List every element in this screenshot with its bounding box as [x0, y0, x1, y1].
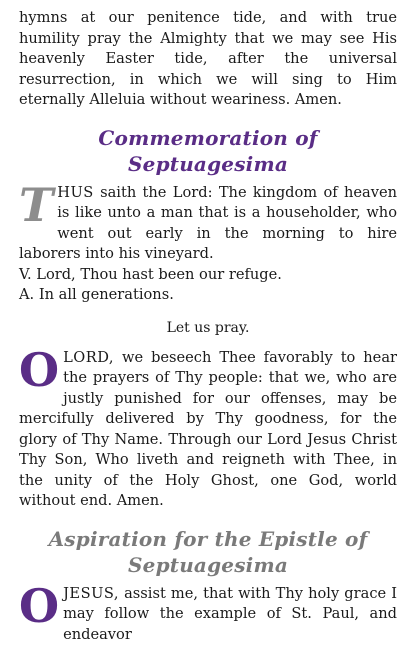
aspiration-heading: Aspiration for the Epistle of Septuagesima [19, 526, 397, 578]
dropcap-o: O [19, 350, 59, 390]
response: A. In all generations. [19, 285, 397, 306]
dropcap-o-aspiration: O [19, 586, 59, 626]
collect-paragraph [19, 348, 397, 512]
commemoration-block [19, 183, 397, 306]
aspiration-paragraph [19, 584, 397, 645]
prayer-book-page [19, 8, 397, 645]
dropcap-t: T [19, 185, 53, 225]
collect-body: we beseech Thee favorably to hear the prayers of Thy people: that we, who are justly punished for our offenses, may be mercifully delivered by Thy goodness, for the glory of Thy Name. Through our Lord Jesus Christ Thy Son, Who liveth and reigneth with Thee, in the unity of the Holy Ghost, one God, world without end. Amen. [19, 349, 397, 510]
let-us-pray: Let us pray. [19, 318, 397, 338]
aspiration-body: assist me, that with Thy holy grace I may follow the example of St. Paul, and endeavor [63, 585, 397, 643]
intro-paragraph: hymns at our penitence tide, and with true humility pray the Almighty that we may see His heavenly Easter tide, after the universal resurrection, in which we will sing to Him eternally Alleluia without weariness. Amen. [19, 8, 397, 111]
commemoration-body: saith the Lord: The kingdom of heaven is like unto a man that is a householder, who went out early in the morning to hire laborers into his vineyard. [19, 184, 397, 263]
aspiration-lead-word: JESUS, [63, 585, 119, 602]
versicle: V. Lord, Thou hast been our refuge. [19, 265, 397, 286]
commemoration-lead-word: HUS [57, 184, 94, 201]
commemoration-heading: Commemoration of Septuagesima [19, 125, 397, 177]
collect-lead-word: LORD, [63, 349, 114, 366]
commemoration-paragraph [19, 183, 397, 265]
